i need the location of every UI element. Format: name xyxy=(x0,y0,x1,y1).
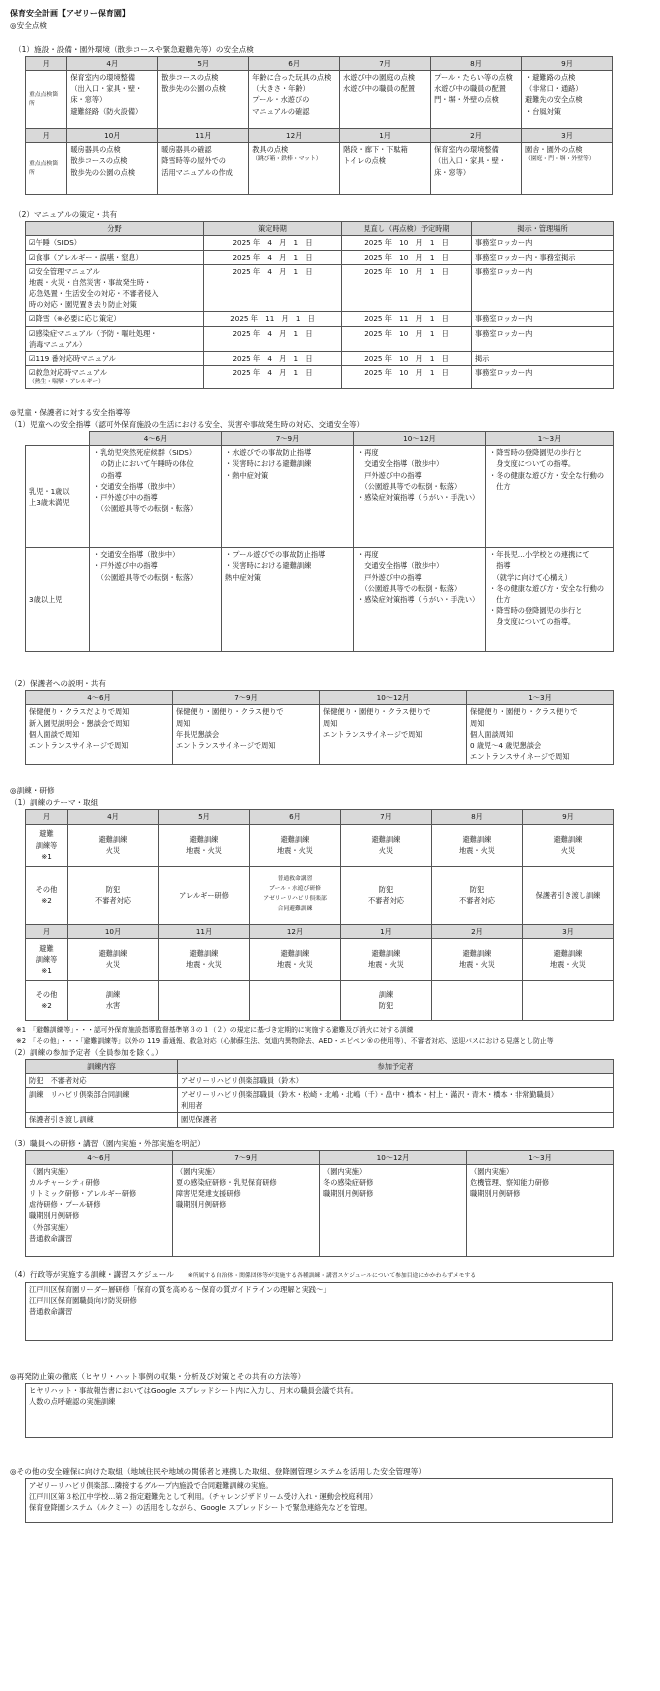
table-cell: ・乳幼児突然死症候群（SIDS） の防止において午睡時の体位 の指導 ・交通安全指導（散歩中） ・戸外遊び中の指導 （公園遊具等での転倒・転落） xyxy=(90,446,222,548)
child-guidance-table xyxy=(25,431,614,652)
table-cell: 保護者引き渡し訓練 xyxy=(523,866,614,924)
manual-place: 事務室ロッカー内 xyxy=(472,312,614,326)
manual-name: ☑降雪（※必要に応じ策定） xyxy=(26,312,204,326)
period-header: 7～9月 xyxy=(173,1150,320,1164)
section-heading-training: ◎訓練・研修 xyxy=(10,786,55,796)
subheading-facility-check: （1）施設・設備・園外環境（散歩コースや緊急避難先等）の安全点検 xyxy=(14,45,254,54)
table-cell: （園内実施） 危機管理、察知能力研修 職期別月例研修 xyxy=(467,1164,614,1256)
table-cell: 防犯 不審者対応 xyxy=(432,866,523,924)
admin-schedule-table xyxy=(25,1282,613,1341)
table-row xyxy=(26,222,614,236)
manual-review: 2025 年 10 月 1 日 xyxy=(342,366,472,389)
subheading-admin-text: （4）行政等が実施する訓練・講習スケジュール xyxy=(10,1269,174,1279)
period-header: 4～6月 xyxy=(90,432,222,446)
manual-review: 2025 年 10 月 1 日 xyxy=(342,236,472,250)
subheading-admin-schedule xyxy=(10,1269,650,1282)
table-cell: 避難訓練 地震・火災 xyxy=(523,938,614,980)
table-cell: 保健便り・園便り・クラス便りで 周知 エントランスサイネージで周知 xyxy=(320,705,467,765)
facility-check-table xyxy=(25,56,613,195)
subheading-child-guidance: （1）児童への安全指導（認可外保育施設の生活における安全、災害や事故発生時の対応、交通安全等） xyxy=(10,420,365,430)
manual-made: 2025 年 4 月 1 日 xyxy=(204,326,342,351)
table-cell: アレルギー研修 xyxy=(159,866,250,924)
table-cell: ・年長児…小学校との連携にて 指導 （就学に向けて心構え） ・冬の健康な遊び方・安全な行動の 仕方 ・降雪時の登降園児の歩行と 身支度についての指導。 xyxy=(486,548,614,652)
subheading-drill-theme: （1）訓練のテーマ・取組 xyxy=(10,798,99,808)
subheading-manuals: （2）マニュアルの策定・共有 xyxy=(14,210,118,220)
manual-place: 事務室ロッカー内・事務室掲示 xyxy=(472,250,614,264)
manual-made: 2025 年 4 月 1 日 xyxy=(204,236,342,250)
table-row xyxy=(26,866,614,924)
month-cell: 11月 xyxy=(159,924,250,938)
table-row xyxy=(26,57,613,71)
table-cell: 暖房器具の確認 降雪時等の屋外での 活用マニュアルの作成 xyxy=(158,143,249,195)
drill-name: 保護者引き渡し訓練 xyxy=(26,1113,178,1127)
month-cell: 6月 xyxy=(250,810,341,824)
period-header: 7～9月 xyxy=(173,691,320,705)
manual-name xyxy=(26,366,204,389)
cell-note: （跳び箱・鉄棒・マット） xyxy=(252,156,322,163)
table-row xyxy=(26,1282,613,1340)
table-row xyxy=(26,691,614,705)
manual-place: 事務室ロッカー内 xyxy=(472,236,614,250)
subheading-parents: （2）保護者への説明・共有 xyxy=(10,679,106,689)
table-cell: ・再度 交通安全指導（散歩中） 戸外遊び中の指導 （公園遊具等での転倒・転落） ・感染症対策指導（うがい・手洗い） xyxy=(354,548,486,652)
table-cell: ・再度 交通安全指導（散歩中） 戸外遊び中の指導 （公園遊具等での転倒・転落） ・感染症対策指導（うがい・手洗い） xyxy=(354,446,486,548)
month-cell: 4月 xyxy=(67,57,158,71)
drill-table xyxy=(25,809,614,1020)
admin-schedule-text: 江戸川区保育園リーダー層研修「保育の質を高める～保育の質ガイドラインの理解と実践～」 江戸川区保育園職員向け防災研修 普通救命講習 xyxy=(26,1282,613,1340)
month-cell: 3月 xyxy=(522,129,613,143)
table-cell: 避難訓練 火災 xyxy=(68,824,159,866)
manual-made: 2025 年 4 月 1 日 xyxy=(204,351,342,365)
table-cell: 避難訓練 火災 xyxy=(341,824,432,866)
table-row xyxy=(26,1164,614,1256)
drill-note-2: ※2 「その他」・・・「避難訓練等」以外の 119 番通報、救急対応（心肺蘇生法、気道内異物除去、AED・エピペン®の使用等）、不審者対応、送迎バスにおける見落とし防止等 xyxy=(16,1036,554,1045)
month-cell: 11月 xyxy=(158,129,249,143)
page-title: 保育安全計画【アゼリー保育園】 xyxy=(10,9,130,18)
manual-name: ☑安全管理マニュアル 地震・火災・自然災害・事故発生時・ 応急処置・生活安全の対応・不審者侵入 時の対応・園児置き去り防止対策 xyxy=(26,264,204,312)
table-row xyxy=(26,236,614,250)
table-row xyxy=(26,366,614,389)
table-cell: （園内実施） カルチャーシティ研修 リトミック研修・アレルギー研修 虐待研修・プール研修 職期別月例研修 （外部実施） 普通救命講習 xyxy=(26,1164,173,1256)
column-header: 見直し（再点検）予定時期 xyxy=(342,222,472,236)
column-header: 分野 xyxy=(26,222,204,236)
manual-place: 事務室ロッカー内 xyxy=(472,366,614,389)
table-row xyxy=(26,548,614,652)
cell-note: （園庭・門・塀・外壁等） xyxy=(525,156,595,163)
manual-made: 2025 年 11 月 1 日 xyxy=(204,312,342,326)
table-row xyxy=(26,938,614,980)
table-cell: 避難訓練 地震・火災 xyxy=(250,938,341,980)
blank-header xyxy=(26,432,90,446)
month-cell: 6月 xyxy=(249,57,340,71)
table-cell xyxy=(159,980,250,1020)
manual-review: 2025 年 10 月 1 日 xyxy=(342,326,472,351)
manual-review: 2025 年 10 月 1 日 xyxy=(342,250,472,264)
other-measures-table xyxy=(25,1478,613,1523)
drill-participants: アゼリーリハビリ倶楽部職員（鈴木） xyxy=(178,1073,614,1087)
manual-table xyxy=(25,221,614,389)
table-cell: 避難訓練 地震・火災 xyxy=(341,938,432,980)
row-label: 重点点検箇所 xyxy=(26,71,67,129)
month-cell: 5月 xyxy=(158,57,249,71)
manual-name: ☑119 番対応時マニュアル xyxy=(26,351,204,365)
table-row xyxy=(26,143,613,195)
table-row xyxy=(26,1113,614,1127)
table-cell: 避難訓練 地震・火災 xyxy=(159,824,250,866)
manual-name: ☑感染症マニュアル（予防・嘔吐処理・ 消毒マニュアル） xyxy=(26,326,204,351)
table-row xyxy=(26,129,613,143)
month-header: 月 xyxy=(26,129,67,143)
manual-made: 2025 年 4 月 1 日 xyxy=(204,366,342,389)
manual-place: 事務室ロッカー内 xyxy=(472,326,614,351)
period-header: 10～12月 xyxy=(320,691,467,705)
table-row xyxy=(26,1383,613,1437)
month-cell: 7月 xyxy=(341,810,432,824)
table-cell: 避難訓練 火災 xyxy=(523,824,614,866)
admin-schedule-note: ※所属する自治体・関係団体等が実施する各種訓練・講習スケジュールについて参加目途にかかわらずメモする xyxy=(187,1272,477,1279)
table-row xyxy=(26,980,614,1020)
month-cell: 1月 xyxy=(340,129,431,143)
manual-made: 2025 年 4 月 1 日 xyxy=(204,250,342,264)
table-row xyxy=(26,824,614,866)
drill-name: 訓練 リハビリ倶楽部合同訓練 xyxy=(26,1088,178,1113)
table-row xyxy=(26,1088,614,1113)
manual-name-note: （熱生・喘攣・アレルギー） xyxy=(29,379,104,386)
manual-made: 2025 年 4 月 1 日 xyxy=(204,264,342,312)
section-heading-guidance: ◎児童・保護者に対する安全指導等 xyxy=(10,408,131,418)
manual-review: 2025 年 10 月 1 日 xyxy=(342,264,472,312)
row-label: 避難 訓練等 ※1 xyxy=(26,938,68,980)
table-row xyxy=(26,1073,614,1087)
table-row xyxy=(26,1150,614,1164)
table-cell: ・降雪時の登降園児の歩行と 身支度についての指導。 ・冬の健康な遊び方・安全な行動の 仕方 xyxy=(486,446,614,548)
table-cell: 避難訓練 地震・火災 xyxy=(432,938,523,980)
month-cell: 12月 xyxy=(250,924,341,938)
period-header: 1～3月 xyxy=(486,432,614,446)
table-cell: 避難訓練 地震・火災 xyxy=(159,938,250,980)
column-header: 訓練内容 xyxy=(26,1059,178,1073)
month-cell: 9月 xyxy=(522,57,613,71)
table-cell: 保育室内の環境整備 （出入口・家具・壁・ 床・窓等） xyxy=(431,143,522,195)
month-cell: 9月 xyxy=(523,810,614,824)
table-cell: 年齢に合った玩具の点検 （大きさ・年齢） プール・水遊びの マニュアルの確認 xyxy=(249,71,340,129)
period-header: 1～3月 xyxy=(467,691,614,705)
section-heading-other: ◎その他の安全確保に向けた取組（地域住民や地域の関係者と連携した取組、登降園管理システムを活用した安全管理等） xyxy=(10,1466,426,1476)
table-row xyxy=(26,264,614,312)
staff-training-table xyxy=(25,1150,614,1257)
parent-sharing-table xyxy=(25,690,614,765)
table-cell xyxy=(249,143,340,195)
manual-place: 事務室ロッカー内 xyxy=(472,264,614,312)
table-cell: 散歩コースの点検 散歩先の公園の点検 xyxy=(158,71,249,129)
table-cell: ・交通安全指導（散歩中） ・戸外遊び中の指導 （公園遊具等での転倒・転落） xyxy=(90,548,222,652)
table-row xyxy=(26,446,614,548)
month-cell: 10月 xyxy=(67,129,158,143)
participant-table xyxy=(25,1059,614,1128)
table-row xyxy=(26,1478,613,1522)
month-cell: 12月 xyxy=(249,129,340,143)
manual-name: ☑午睡（SIDS） xyxy=(26,236,204,250)
table-row xyxy=(26,1059,614,1073)
table-row xyxy=(26,71,613,129)
prevention-table xyxy=(25,1383,613,1438)
month-cell: 2月 xyxy=(432,924,523,938)
prevention-text: ヒヤリハット・事故報告書においてはGoogle スプレッドシート内に入力し、月末の職員会議で共有。 人数の点呼確認の実施訓練 xyxy=(26,1383,613,1437)
section-heading-prevention: ◎再発防止策の徹底（ヒヤリ・ハット事例の収集・分析及び対策とその共有の方法等） xyxy=(10,1371,306,1381)
month-cell: 1月 xyxy=(341,924,432,938)
table-cell: 保健便り・園便り・クラス便りで 周知 個人面談周知 0 歳児～4 歳児懇談会 エントランスサイネージで周知 xyxy=(467,705,614,765)
cell-text: 園舎・園外の点検 xyxy=(525,145,583,155)
month-cell: 8月 xyxy=(431,57,522,71)
month-header: 月 xyxy=(26,924,68,938)
manual-name: ☑食事（アレルギー・誤嚥・窒息） xyxy=(26,250,204,264)
table-cell: 訓練 水害 xyxy=(68,980,159,1020)
table-row xyxy=(26,705,614,765)
manual-name-text: ☑救急対応時マニュアル xyxy=(29,368,108,378)
table-cell: 避難訓練 地震・火災 xyxy=(432,824,523,866)
table-cell: 暖房器具の点検 散歩コースの点検 散歩先の公園の点検 xyxy=(67,143,158,195)
row-label: その他 ※2 xyxy=(26,980,68,1020)
subheading-staff-training: （3）職員への研修・講習（園内実施・外部実施を明記） xyxy=(10,1138,205,1148)
table-row xyxy=(26,312,614,326)
table-cell: 水遊び中の園庭の点検 水遊び中の職員の配置 xyxy=(340,71,431,129)
table-cell: 防犯 不審者対応 xyxy=(68,866,159,924)
period-header: 7～9月 xyxy=(222,432,354,446)
table-cell: ・避難路の点検 （非常口・通路） 避難先の安全点検 ・台風対策 xyxy=(522,71,613,129)
month-cell: 2月 xyxy=(431,129,522,143)
month-cell: 10月 xyxy=(68,924,159,938)
table-cell: 保健便り・園便り・クラス便りで 周知 年長児懇談会 エントランスサイネージで周知 xyxy=(173,705,320,765)
subheading-participants: （2）訓練の参加予定者（全員参加を除く。） xyxy=(10,1047,163,1057)
table-cell: （園内実施） 夏の感染症研修・乳児保育研修 障害児発達支援研修 職期別月例研修 xyxy=(173,1164,320,1256)
table-cell: 避難訓練 火災 xyxy=(68,938,159,980)
table-cell: 階段・廊下・下駄箱 トイレの点検 xyxy=(340,143,431,195)
table-cell: 保育室内の環境整備 （出入口・家具・壁・ 床・窓等） 避難経路（防火設備） xyxy=(67,71,158,129)
period-header: 4～6月 xyxy=(26,691,173,705)
other-measures-text: アゼリーリハビリ倶楽部…隣接するグループ内施設で合同避難訓練の実施。 江戸川区第３松江中学校…第２指定避難先として利用。（チャレンジザドリーム受け入れ・運動会校庭利用） 保育登降園システム（ルクミー）の活用をしながら、Google スプレッドシートで緊急連絡先などを管理。 xyxy=(26,1478,613,1522)
row-label: その他 ※2 xyxy=(26,866,68,924)
table-cell xyxy=(522,143,613,195)
table-cell xyxy=(250,980,341,1020)
month-cell: 4月 xyxy=(68,810,159,824)
table-cell: 防犯 不審者対応 xyxy=(341,866,432,924)
age-group-label: 3歳以上児 xyxy=(26,548,90,652)
drill-note-1: ※1 「避難訓練等」・・・認可外保育施設指導監督基準第３の１（２）の規定に基づき定期的に実施する避難及び消火に対する訓練 xyxy=(16,1025,414,1034)
column-header: 策定時期 xyxy=(204,222,342,236)
page xyxy=(10,8,650,1523)
period-header: 4～6月 xyxy=(26,1150,173,1164)
table-row xyxy=(26,351,614,365)
manual-review: 2025 年 10 月 1 日 xyxy=(342,351,472,365)
cell-text: 教具の点検 xyxy=(252,145,289,155)
month-cell: 5月 xyxy=(159,810,250,824)
table-row xyxy=(26,250,614,264)
table-cell xyxy=(523,980,614,1020)
table-row xyxy=(26,810,614,824)
age-group-label: 乳児・1歳以 上3歳未満児 xyxy=(26,446,90,548)
column-header: 参加予定者 xyxy=(178,1059,614,1073)
table-row xyxy=(26,326,614,351)
drill-participants: アゼリーリハビリ倶楽部職員（鈴木・松崎・北嶋・北嶋（千）・畠中・橋本・村上・滿沢・青木・橋本・非常勤職員） 利用者 xyxy=(178,1088,614,1113)
month-header: 月 xyxy=(26,57,67,71)
table-cell: 保健便り・クラスだよりで周知 新入園児説明会・懇談会で周知 個人面談で周知 エントランスサイネージで周知 xyxy=(26,705,173,765)
period-header: 10～12月 xyxy=(354,432,486,446)
table-row xyxy=(26,432,614,446)
table-cell xyxy=(432,980,523,1020)
table-cell: 避難訓練 地震・火災 xyxy=(250,824,341,866)
month-cell: 8月 xyxy=(432,810,523,824)
month-cell: 3月 xyxy=(523,924,614,938)
period-header: 10～12月 xyxy=(320,1150,467,1164)
table-cell: 訓練 防犯 xyxy=(341,980,432,1020)
month-header: 月 xyxy=(26,810,68,824)
manual-place: 掲示 xyxy=(472,351,614,365)
table-cell: プール・たらい等の点検 水遊び中の職員の配置 門・塀・外壁の点検 xyxy=(431,71,522,129)
table-cell: ・水遊びでの事故防止指導 ・災害時における避難訓練 ・熱中症対策 xyxy=(222,446,354,548)
table-cell: （園内実施） 冬の感染症研修 職期別月例研修 xyxy=(320,1164,467,1256)
drill-name: 防犯 不審者対応 xyxy=(26,1073,178,1087)
row-label: 避難 訓練等 ※1 xyxy=(26,824,68,866)
section-heading-safety-check: ◎安全点検 xyxy=(10,21,48,30)
manual-review: 2025 年 11 月 1 日 xyxy=(342,312,472,326)
column-header: 掲示・管理場所 xyxy=(472,222,614,236)
row-label: 重点点検箇所 xyxy=(26,143,67,195)
table-cell: ・プール遊びでの事故防止指導 ・災害時における避難訓練 熱中症対策 xyxy=(222,548,354,652)
drill-participants: 園児保護者 xyxy=(178,1113,614,1127)
period-header: 1～3月 xyxy=(467,1150,614,1164)
table-cell: 普通救命講習 プール・水遊び研修 アゼリーリハビリ倶楽部 合同避難訓練 xyxy=(250,866,341,924)
month-cell: 7月 xyxy=(340,57,431,71)
table-row xyxy=(26,924,614,938)
